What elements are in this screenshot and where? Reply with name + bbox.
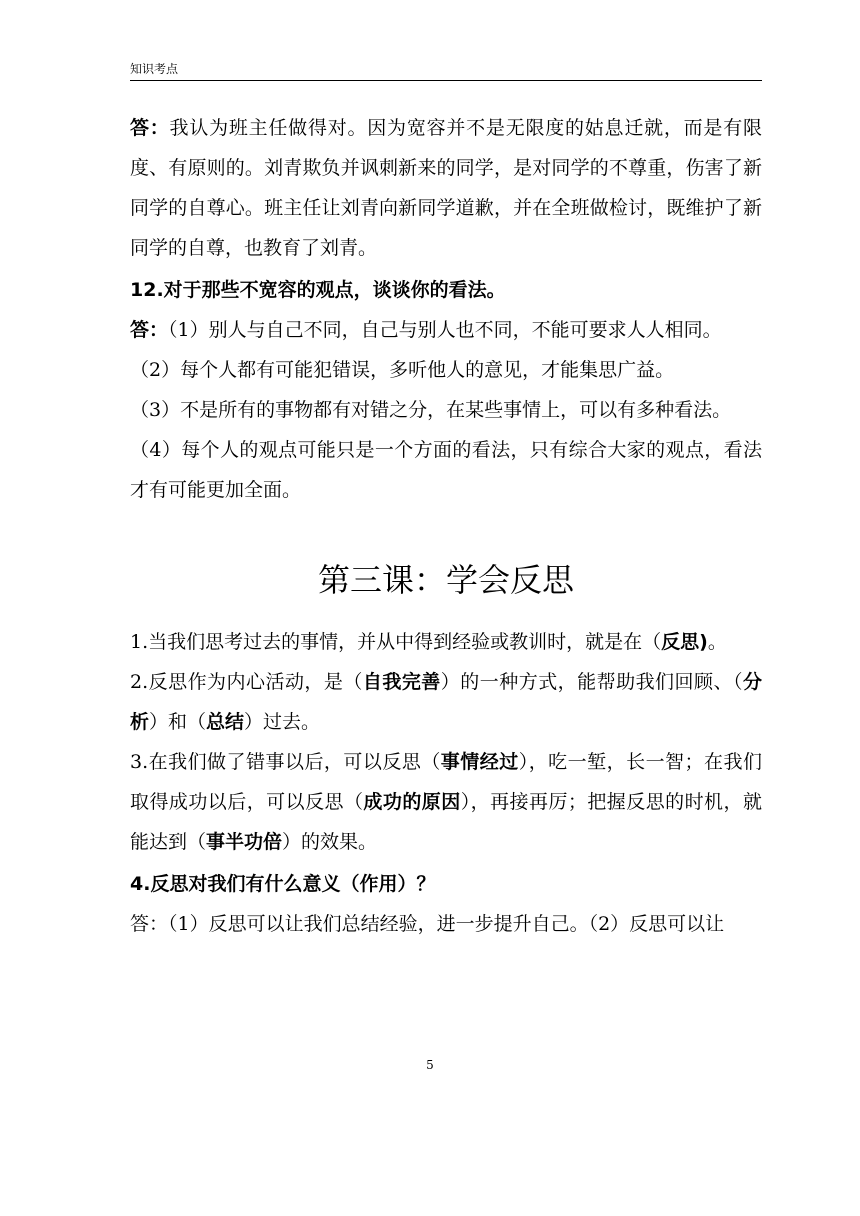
answer-11	[130, 108, 762, 268]
item-1-text-c: 。	[707, 631, 727, 653]
item-2-text-a: 2.反思作为内心活动，是（	[130, 671, 363, 693]
item-3-keyword-2: 成功的原因	[363, 791, 461, 813]
item-2-keyword-1: 自我完善	[362, 671, 441, 693]
item-1	[130, 622, 762, 662]
item-2-keyword-2: 分析	[130, 671, 762, 733]
answer-12-p3: （3）不是所有的事物都有对错之分，在某些事情上，可以有多种看法。	[130, 399, 732, 421]
item-3-text-e: ）的效果。	[282, 831, 378, 853]
answer-label: 答：	[130, 117, 170, 139]
page-number: 5	[426, 1058, 434, 1072]
answer-12-p4: （4）每个人的观点可能只是一个方面的看法，只有综合大家的观点，看法才有可能更加全面。	[130, 439, 762, 501]
answer-4: 答：（1）反思可以让我们总结经验，进一步提升自己。（2）反思可以让	[130, 913, 725, 935]
page-header	[130, 60, 762, 81]
item-3-text-c: ），吃一堑，长一智；在我们取得成功以后，可以反思（	[130, 751, 762, 813]
question-12: 12.对于那些不宽容的观点，谈谈你的看法。	[130, 279, 506, 301]
item-3-text-d: ），再接再厉；把握反思的时机，就能达到（	[130, 791, 762, 853]
item-3-text-a: 3.在我们做了错事以后，可以反思（	[130, 751, 441, 773]
header-text: 知识考点	[130, 62, 179, 76]
item-1-text-a: 1.当我们思考过去的事情，并从中得到经验或教训时，就是在（	[130, 631, 662, 653]
item-2-text-c: ）的一种方式，能帮助我们回顾、（	[440, 671, 743, 693]
item-2	[130, 662, 762, 742]
item-3	[130, 742, 762, 862]
lesson-title: 第三课：学会反思	[317, 561, 574, 599]
answer-label: 答：	[130, 319, 169, 341]
item-2-keyword-3: 总结	[206, 711, 245, 733]
answer-12-p1-text: （1）别人与自己不同，自己与别人也不同，不能可要求人人相同。	[168, 319, 722, 341]
page-content	[130, 108, 762, 944]
answer-text: 我认为班主任做得对。因为宽容并不是无限度的姑息迁就，而是有限度、有原则的。刘青欺负并讽刺新来的同学，是对同学的不尊重，伤害了新同学的自尊心。班主任让刘青向新同学道歉，并在全班做检讨，既维护了新同学的自尊，也教育了刘青。	[130, 117, 762, 259]
item-2-text-d: ）和（	[149, 711, 207, 733]
answer-12-p1	[130, 310, 762, 350]
item-3-keyword-3: 事半功倍	[206, 831, 283, 853]
answer-12-p2: （2）每个人都有可能犯错误，多听他人的意见，才能集思广益。	[130, 359, 675, 381]
question-4: 4.反思对我们有什么意义（作用）？	[130, 873, 436, 895]
item-1-keyword: 反思)	[661, 631, 708, 653]
item-3-keyword-1: 事情经过	[440, 751, 519, 773]
item-2-text-e: ）过去。	[244, 711, 321, 733]
